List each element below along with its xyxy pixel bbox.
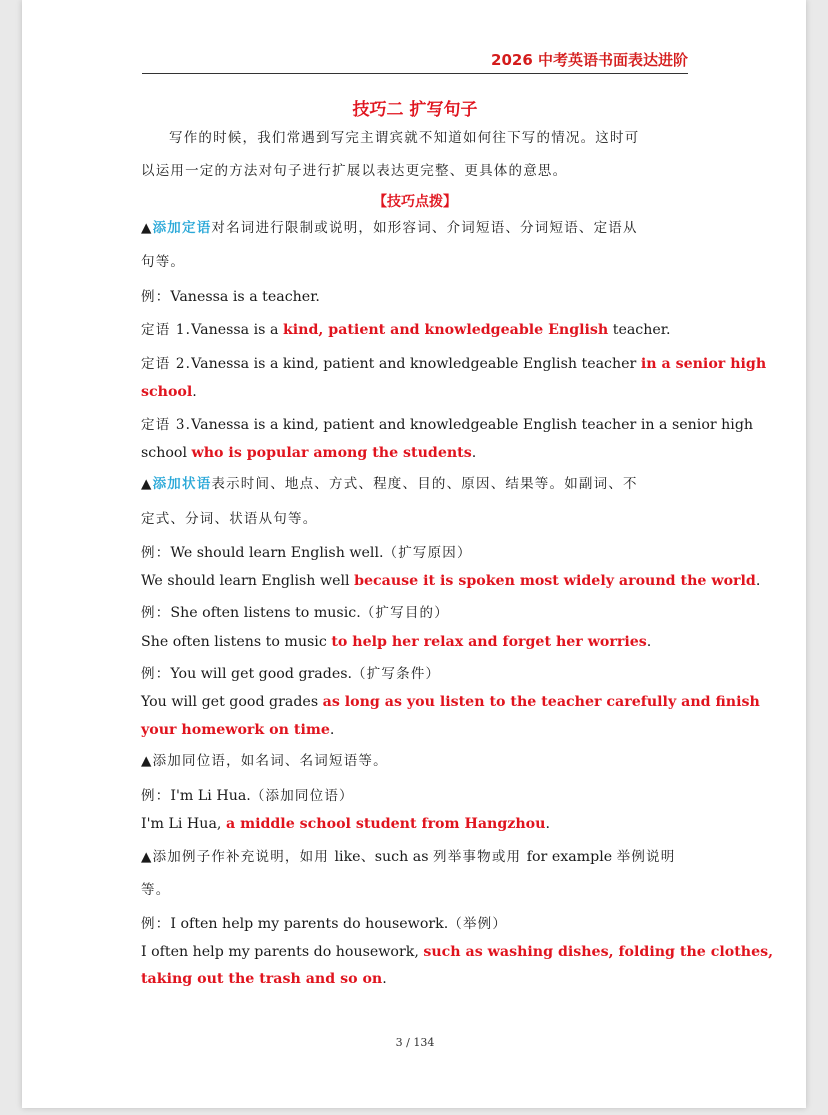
attributive-3-line-cont (141, 445, 701, 461)
example-prefix: 例： (141, 916, 171, 932)
example-desc: 举例说明 (616, 849, 676, 865)
example-line (141, 601, 701, 621)
attributive-3-line (141, 413, 754, 433)
section-title: 技巧二 扩写句子 (352, 100, 478, 120)
plain-text: We should learn English well (141, 573, 355, 589)
answer-line (141, 944, 774, 960)
example-prefix: 例： (141, 605, 171, 621)
triangle-marker-icon: ▲ (141, 220, 153, 236)
attributive-2-line-cont (141, 384, 701, 400)
plain-text: . (471, 445, 477, 461)
page-number: 3 / 134 (395, 1036, 435, 1049)
attributive-desc-line-1 (141, 216, 701, 236)
example-prefix: 例： (141, 788, 171, 804)
example-prefix: 例： (141, 289, 171, 305)
plain-text: She often listens to music (141, 634, 332, 650)
highlight-text: as long as you listen to the teacher carefully and finish (322, 694, 760, 710)
highlight-text: kind, patient and knowledgeable English (282, 322, 609, 338)
intro-line-1: 写作的时候，我们常遇到写完主谓宾就不知道如何往下写的情况。这时可 (169, 130, 640, 146)
attributive-desc: 对名词进行限制或说明，如形容词、介词短语、分词短语、定语从 (211, 220, 638, 236)
highlight-text: to help her relax and forget her worries (331, 634, 647, 650)
example-line (141, 784, 701, 804)
plain-text: . (545, 816, 550, 832)
attributive-3-prefix: 定语 3. (141, 417, 192, 433)
example-line (141, 541, 701, 561)
attributive-1-prefix: 定语 1. (141, 322, 192, 338)
example-note: （扩写条件） (352, 666, 441, 682)
english-term: for example (526, 849, 617, 865)
attributive-desc-line-2: 句等。 (141, 254, 186, 270)
answer-line (141, 816, 701, 832)
example-line (141, 662, 701, 682)
attributive-label: 添加定语 (152, 220, 212, 236)
plain-text: You will get good grades (141, 694, 323, 710)
triangle-marker-icon: ▲ (141, 476, 153, 492)
example-desc-line-1 (141, 845, 701, 866)
highlight-text: in a senior high (640, 356, 767, 372)
example-sentence: I'm Li Hua. (170, 788, 251, 804)
example-desc: 添加例子作补充说明，如用 (152, 849, 335, 865)
plain-text: Vanessa is a kind, patient and knowledgeable English teacher (191, 356, 641, 372)
example-note: （举例） (448, 916, 508, 932)
highlight-text: school (141, 384, 193, 400)
highlight-text: because it is spoken most widely around the world (354, 573, 756, 589)
appositive-desc-line (141, 749, 701, 769)
example-sentence: She often listens to music. (170, 605, 361, 621)
example-desc-line-2: 等。 (141, 882, 171, 898)
attributive-2-line (141, 352, 767, 372)
plain-text: Vanessa is a (191, 322, 283, 338)
answer-line-cont (141, 971, 701, 987)
highlight-text: who is popular among the students (191, 445, 472, 461)
adverbial-desc: 表示时间、地点、方式、程度、目的、原因、结果等。如副词、不 (211, 476, 638, 492)
example-note: （扩写原因） (383, 545, 472, 561)
adverbial-desc-line-2: 定式、分词、状语从句等。 (141, 511, 318, 527)
plain-text: I often help my parents do housework, (141, 944, 424, 960)
appositive-desc: 添加同位语，如名词、名词短语等。 (152, 753, 388, 769)
plain-text: Vanessa is a kind, patient and knowledgeable English teacher in a senior high (191, 417, 754, 433)
highlight-text: such as washing dishes, folding the clothes, (423, 944, 774, 960)
intro-line-2: 以运用一定的方法对句子进行扩展以表达更完整、更具体的意思。 (141, 163, 568, 179)
header-title: 2026 中考英语书面表达进阶 (491, 51, 688, 69)
example-sentence: I often help my parents do housework. (170, 916, 449, 932)
example-note: （扩写目的） (360, 605, 449, 621)
answer-line (141, 573, 761, 589)
example-sentence: Vanessa is a teacher. (170, 289, 320, 305)
example-prefix: 例： (141, 545, 171, 561)
highlight-text: a middle school student from Hangzhou (225, 816, 546, 832)
attributive-2-prefix: 定语 2. (141, 356, 192, 372)
example-prefix: 例： (141, 666, 171, 682)
plain-text: . (755, 573, 761, 589)
answer-line (141, 694, 760, 710)
plain-text: I'm Li Hua, (141, 816, 226, 832)
adverbial-desc-line-1 (141, 472, 701, 492)
plain-text: . (646, 634, 652, 650)
plain-text: . (382, 971, 387, 987)
example-line (141, 912, 701, 932)
adverbial-label: 添加状语 (152, 476, 212, 492)
plain-text: . (192, 384, 197, 400)
highlight-text: taking out the trash and so on (141, 971, 383, 987)
answer-line (141, 634, 701, 650)
example-desc: 列举事物或用 (433, 849, 527, 865)
tips-heading: 【技巧点拨】 (373, 194, 457, 210)
example-sentence: We should learn English well. (170, 545, 384, 561)
document-page (22, 0, 806, 1108)
example-note: （添加同位语） (250, 788, 354, 804)
highlight-text: your homework on time (141, 722, 330, 738)
plain-text: . (329, 722, 335, 738)
example-line (141, 285, 701, 305)
english-term: like、such as (334, 849, 434, 865)
answer-line-cont (141, 722, 701, 738)
page-header (142, 49, 688, 74)
plain-text: teacher. (608, 322, 671, 338)
attributive-1-line (141, 318, 701, 338)
triangle-marker-icon: ▲ (141, 753, 153, 769)
plain-text: school (141, 445, 192, 461)
example-sentence: You will get good grades. (170, 666, 353, 682)
triangle-marker-icon: ▲ (141, 849, 153, 865)
